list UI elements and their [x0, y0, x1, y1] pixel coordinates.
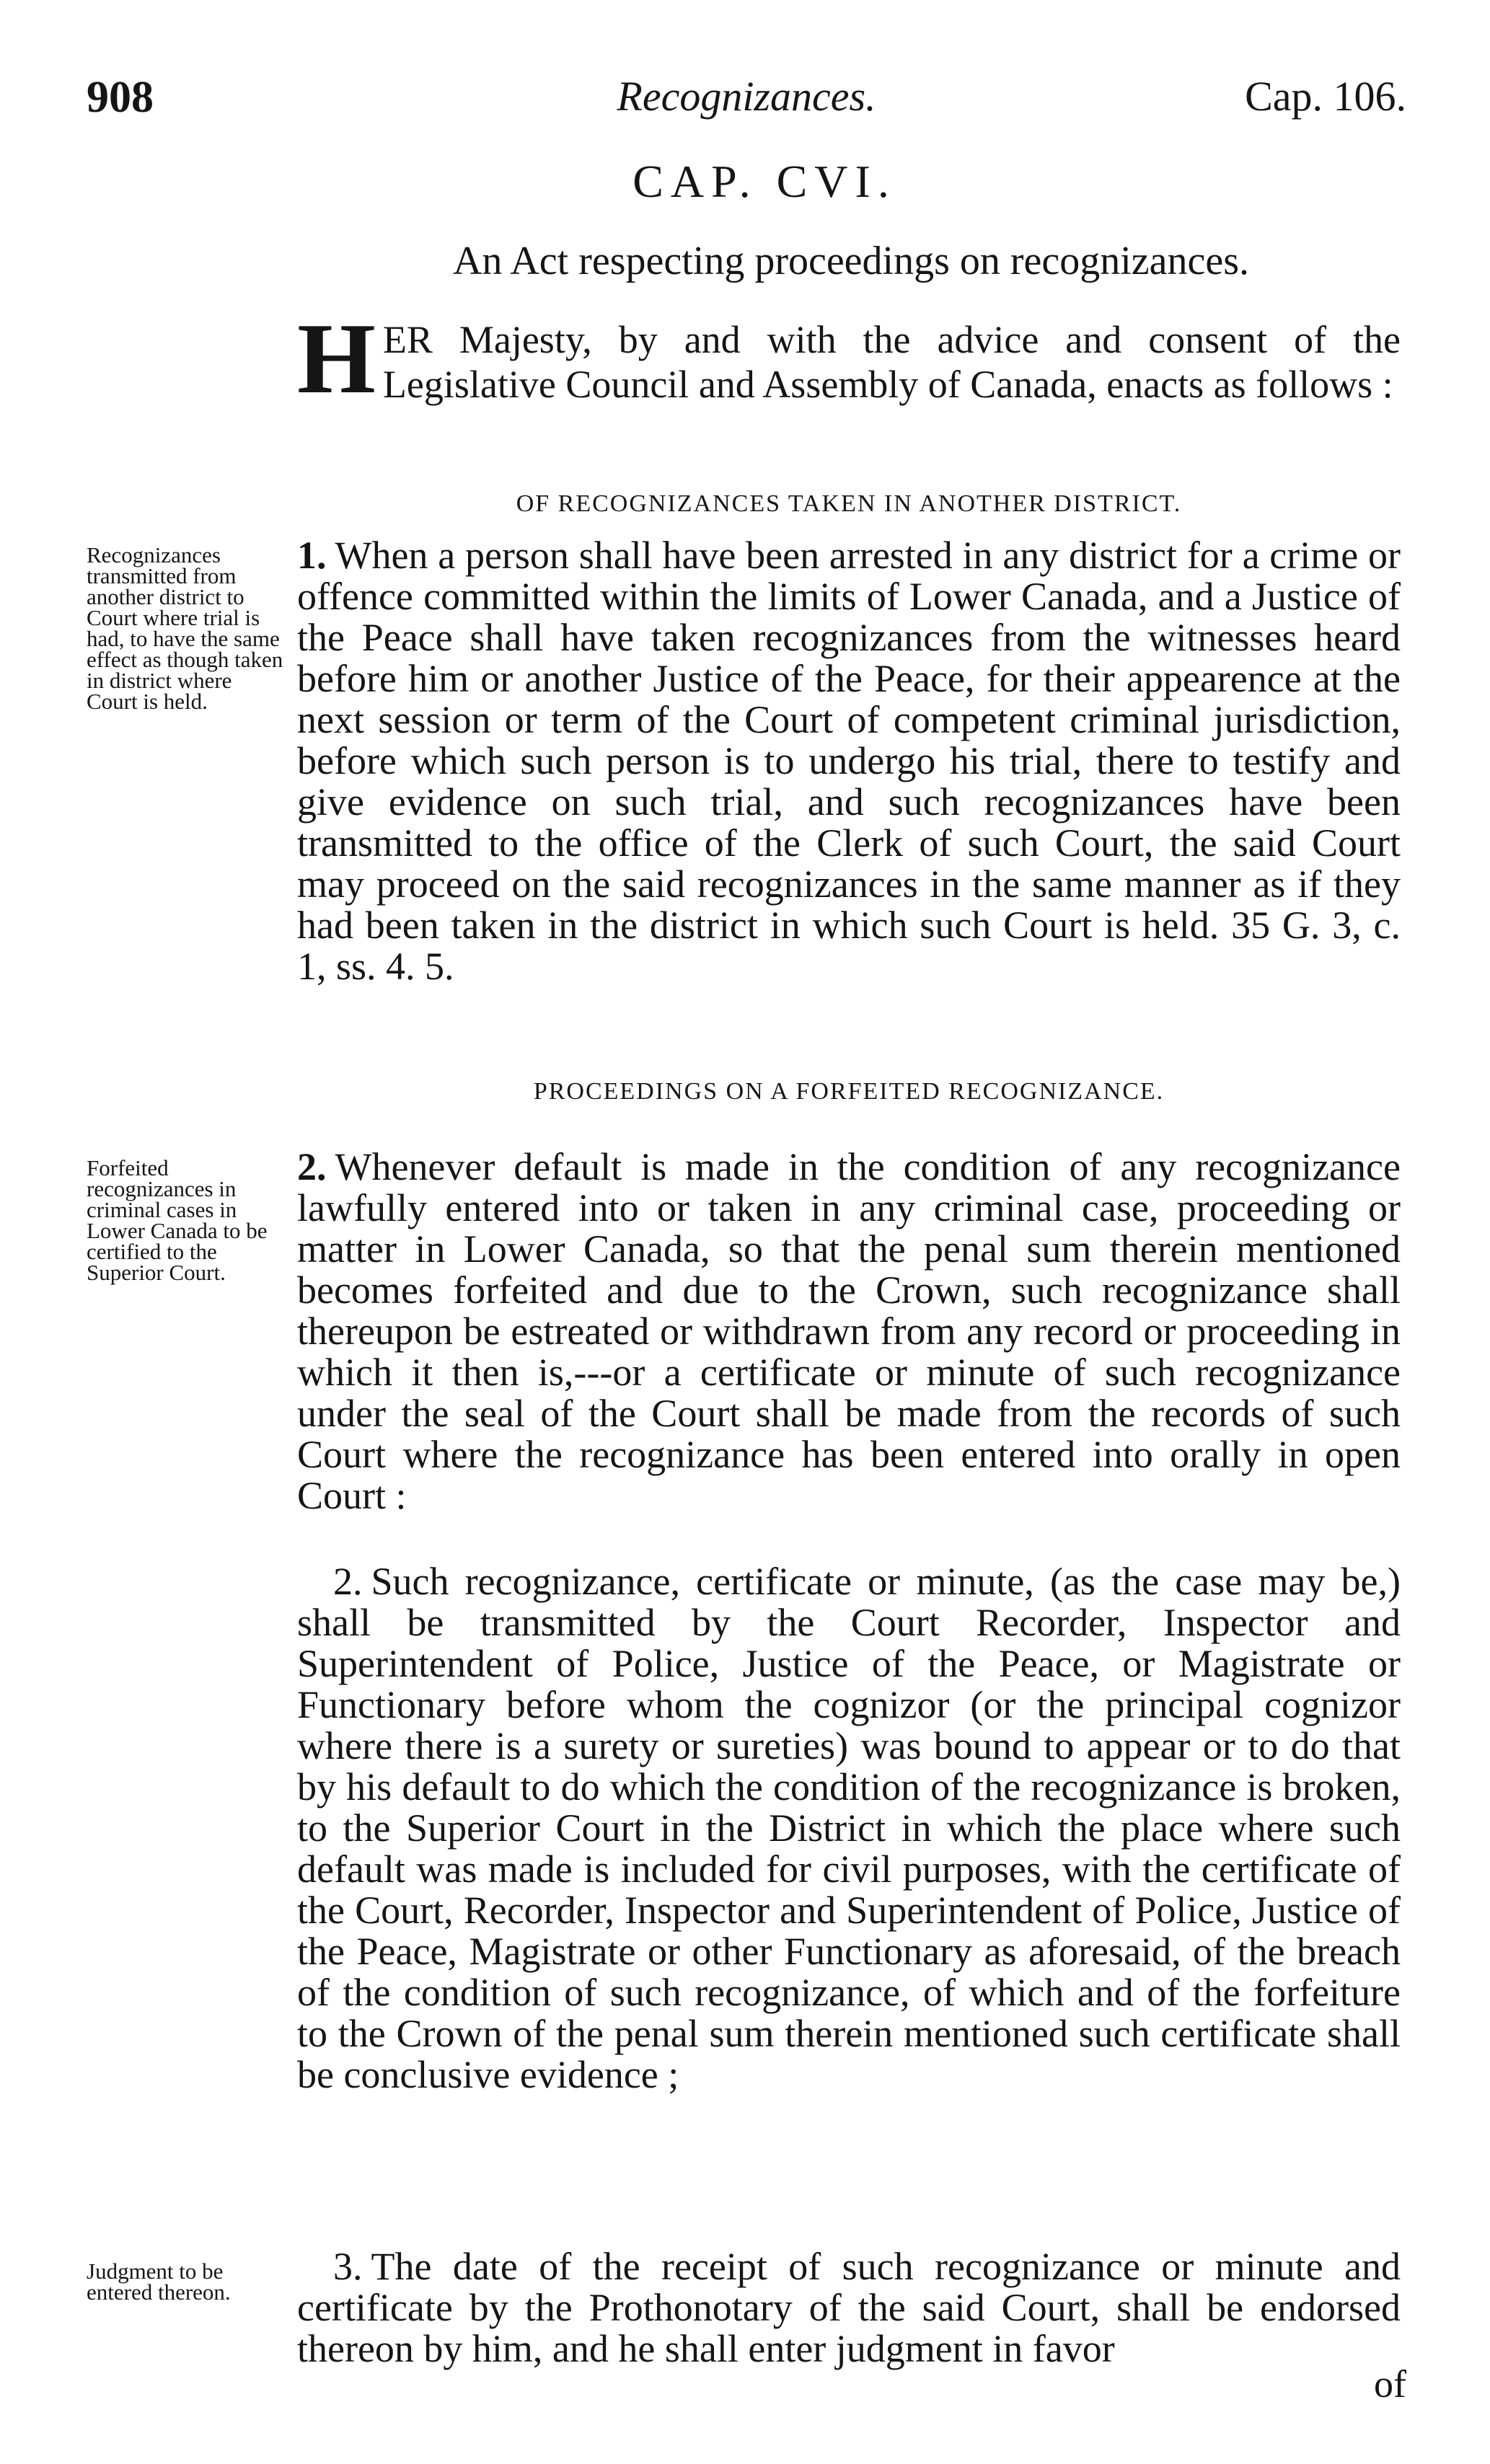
section-text: The date of the receipt of such recognizance or minute and certificate by the Prothonotary of the said Court, shall be endorsed thereon by him, and he shall enter judgment in favor	[297, 2245, 1401, 2370]
subsection-number: 2.	[333, 1560, 363, 1603]
marginal-note-2: Forfeited recognizances in criminal cases in Lower Canada to be certified to the Superior Court.	[87, 1155, 268, 1285]
section-2-paragraph	[297, 1147, 1401, 1516]
subsection-text: Such recognizance, certificate or minute, (as the case may be,) shall be transmitted by the Court Recorder, Inspector and Superintendent of Police, Justice of the Peace, or Magistrate or Functionary before whom the cognizor (or the principal cognizor where there is a surety or sureties) was bound to appear or to do that by his default to do which the condition of the recognizance is broken, to the Superior Court in the District in which the place where such default was made is included for civil purposes, with the certificate of the Court, Recorder, Inspector and Superintendent of Police, Justice of the Peace, Magistrate or other Functionary as aforesaid, of the breach of the condition of such recognizance, of which and of the forfeiture to the Crown of the penal sum therein mentioned such certificate shall be conclusive evidence ;	[297, 1560, 1401, 2096]
subsection-2-paragraph	[297, 1561, 1401, 2096]
chapter-number: Cap. 106.	[1245, 73, 1406, 120]
section-1-paragraph	[297, 535, 1401, 987]
section-heading-2: PROCEEDINGS ON A FORFEITED RECOGNIZANCE.	[533, 1078, 1165, 1105]
act-title: An Act respecting proceedings on recognizances.	[452, 239, 1250, 283]
section-text: Whenever default is made in the condition of any recognizance lawfully entered into or taken in any criminal case, proceeding or matter in Lower Canada, so that the penal sum therein mentioned becomes forfeited and due to the Crown, such recognizance shall thereupon be estreated or withdrawn from any record or proceeding in which it then is,---or a certificate or minute of such recognizance under the seal of the Court shall be made from the records of such Court where the recognizance has been entered into orally in open Court :	[297, 1145, 1401, 1517]
running-title: Recognizances.	[617, 73, 876, 120]
marginal-note-1: Recognizances transmitted from another district to Court where trial is had, to have the same effect as though taken in district where Court is held.	[87, 542, 283, 714]
section-3-paragraph	[297, 2246, 1401, 2370]
section-heading-1: OF RECOGNIZANCES TAKEN IN ANOTHER DISTRICT.	[516, 490, 1182, 517]
running-head	[87, 72, 1406, 137]
enacting-clause-text: ER Majesty, by and with the advice and consent of the Legislative Council and Assembly of Canada, enacts as follows :	[382, 318, 1401, 406]
section-number: 3.	[333, 2245, 363, 2288]
section-text: When a person shall have been arrested in any district for a crime or offence committed within the limits of Lower Canada, and a Justice of the Peace shall have taken recognizances from the witnesses heard before him or another Justice of the Peace, for their appearence at the next session or term of the Court of competent criminal jurisdiction, before which such person is to undergo his trial, there to testify and give evidence on such trial, and such recognizances have been transmitted to the office of the Clerk of such Court, the said Court may proceed on the said recognizances in the same manner as if they had been taken in the district in which such Court is held. 35 G. 3, c. 1, ss. 4. 5.	[297, 534, 1401, 988]
section-number: 1.	[297, 534, 327, 577]
catchword: of	[1374, 2362, 1406, 2406]
drop-cap: H	[297, 303, 376, 415]
section-number: 2.	[297, 1145, 327, 1188]
chapter-heading: CAP. CVI.	[632, 156, 896, 207]
marginal-note-3: Judgment to be entered thereon.	[87, 2258, 231, 2305]
page-number: 908	[87, 73, 154, 122]
enacting-clause	[297, 303, 1401, 415]
